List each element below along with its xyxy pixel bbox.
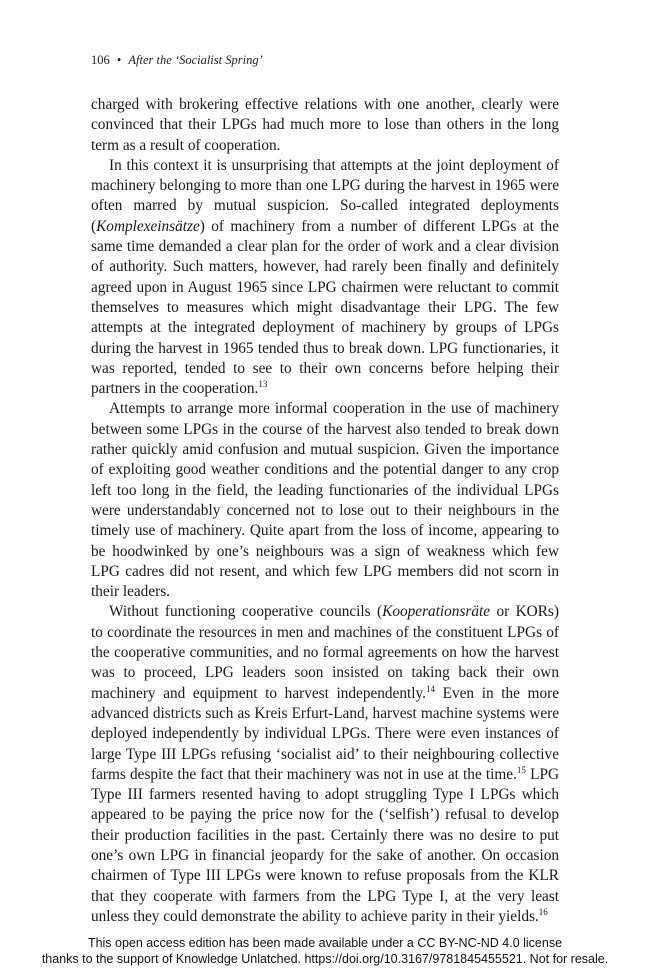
text-run: ) of machinery from a number of different LPGs at the same time demanded a clear plan for the order of work and a clear division of authority. Such matters, however, had rarely been finally and definitely agreed upon in August 1965 since LPG chairmen were reluctant to commit themselves to measures which might disadvantage their LPG. The few attempts at the integrated deployment of machinery by groups of LPGs during the harvest in 1965 tended thus to break down. LPG functionaries, it was reported, tended to see to their own concerns before helping their partners in the cooperation. [91,217,559,398]
footnote-ref: 14 [425,683,435,694]
footnote-ref: 13 [258,379,268,390]
license-footer [0,935,650,967]
text-run: LPG Type III farmers resented having to adopt struggling Type I LPGs which appeared to be paying the price now for the (‘selfish’) refusal to develop their production facilities in the past. Certainly there was no desire to put one’s own LPG in financial jeopardy for the sake of another. On occasion chairmen of Type III LPGs were known to refuse proposals from the KLR that they cooperate with farmers from the LPG Type I, at the very least unless they could demonstrate the ability to achieve parity in their yields. [91,765,559,925]
text-run: or KORs) to coordinate the resources in men and machines of the constituent LPGs of the cooperative communities, and no formal agreements on how the harvest was to proceed, LPG leaders soon insisted on taking back their own machinery and equipment to harvest independently. [91,603,559,702]
page-number: 106 [91,53,110,67]
footnote-ref: 16 [538,906,548,917]
license-line-2: thanks to the support of Knowledge Unlatched. https://doi.org/10.3167/9781845455521. Not for resale. [41,952,609,966]
text-run: Attempts to arrange more informal cooperation in the use of machinery between some LPGs in the course of the harvest also tended to break down rather quickly amid confusion and mutual suspicion. Given the importance of exploiting good weather conditions and the potential danger to any crop left too long in the field, the leading functionaries of the individual LPGs were understandably concerned not to lose out to their neighbours in the timely use of machinery. Quite apart from the loss of income, appearing to be hoodwinked by one’s neighbours was a sign of weakness which few LPG cadres did not resent, and which few LPG members did not scorn in their leaders. [91,400,559,601]
body-text [91,95,559,927]
text-run: In this context it is unsurprising that attempts at the joint deployment of machinery belonging to more than one LPG during the harvest in 1965 were often marred by mutual suspicion. So-called integrated deployments ( [91,156,559,235]
license-line-1: This open access edition has been made available under a CC BY-NC-ND 4.0 license [87,936,563,950]
italic-term: Komplexeinsätze [96,217,200,235]
book-title: After the ‘Socialist Spring’ [128,53,263,67]
paragraph [91,399,559,602]
text-run: charged with brokering effective relations with one another, clearly were convinced that their LPGs had much more to lose than others in the long term as a result of cooperation. [91,96,559,154]
paragraph [91,156,559,400]
paragraph [91,602,559,927]
italic-term: Kooperationsräte [382,603,491,621]
text-run: Without functioning cooperative councils ( [109,603,383,621]
paragraph [91,95,559,156]
header-bullet: • [116,53,122,67]
text-run: Even in the more advanced districts such as Kreis Erfurt-Land, harvest machine systems were deployed independently by individual LPGs. There were even instances of large Type III LPGs refusing ‘socialist aid’ to their neighbouring collective farms despite the fact that their machinery was not in use at the time. [91,684,559,783]
running-head [91,53,263,68]
footnote-ref: 15 [516,764,526,775]
